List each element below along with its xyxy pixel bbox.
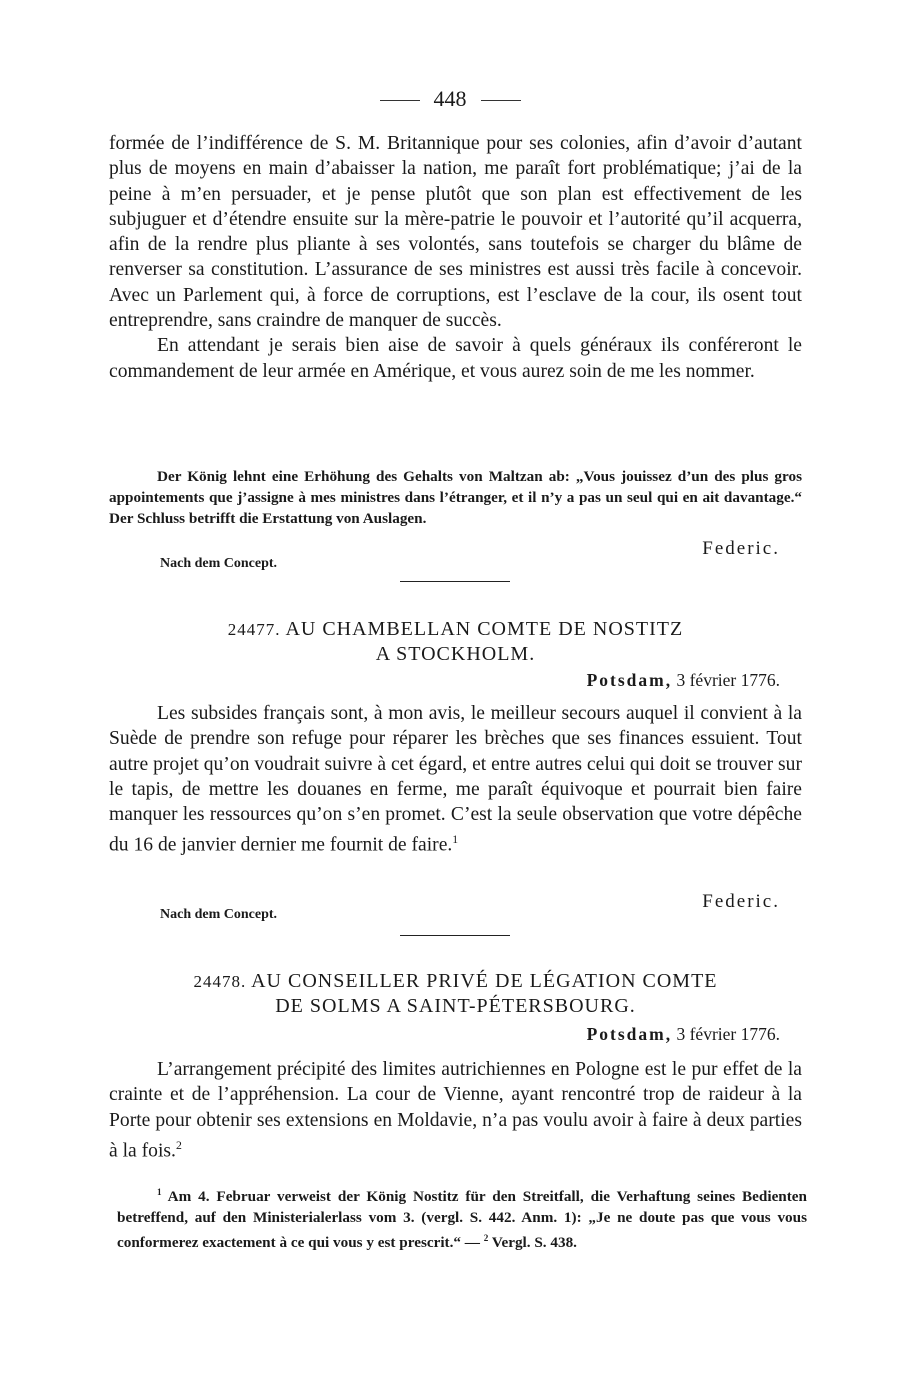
letter-number: 24478. bbox=[193, 972, 247, 991]
letter-heading-line1 bbox=[109, 969, 802, 994]
section-divider bbox=[400, 935, 510, 936]
footnotes bbox=[117, 1182, 807, 1254]
dateline bbox=[587, 1024, 780, 1045]
letter-addressee: AU CHAMBELLAN COMTE DE NOSTITZ bbox=[285, 618, 684, 640]
letter-number: 24477. bbox=[227, 620, 281, 639]
letter-heading-line1 bbox=[109, 617, 802, 642]
footnote-marker: 1 bbox=[452, 833, 459, 847]
paragraph bbox=[109, 701, 802, 858]
dateline bbox=[587, 670, 780, 691]
paragraph-text: Les subsides français sont, à mon avis, le meilleur secours auquel il convient à la Suède de prendre son refuge pour réparer les brèches que ses finances essuient. Tout autre projet qu’on voudrait suivre à cet égard, et entre autres celui qui doit se trouver sur le tapis, de mettre les douanes en ferme, me paraît équivoque et pourrait bien faire manquer les ressources qu’on s’en promet. C’est la seule observation que votre dépêche du 16 de janvier dernier me fournit de faire. bbox=[109, 703, 802, 857]
paragraph: En attendant je serais bien aise de savoir à quels généraux ils conféreront le commandement de leur armée en Amérique, et vous aurez soin de me les nommer. bbox=[109, 335, 802, 382]
footnote bbox=[117, 1182, 807, 1254]
letter-body bbox=[109, 1057, 802, 1164]
paragraph: formée de l’indifférence de S. M. Britannique pour ses colonies, afin d’avoir d’autant plus de moyens en main d’abaisser la nation, me paraît fort problématique; j’ai de la peine à m’en persuader, et je pense plutôt que son plan est effectivement de les subjuguer et d’étendre ensuite sur la mère-patrie le pouvoir et l’autorité qu’il acquerra, afin de la rendre plus pliante à ses volontés, sans toutefois se charger du blâme de renverser sa constitution. L’assurance de ses ministres est aussi très facile à concevoir. Avec un Parlement qui, à force de corruptions, est l’esclave de la cour, ils osent tout entreprendre, sans craindre de manquer de succès. bbox=[109, 133, 802, 332]
letter-addressee: AU CONSEILLER PRIVÉ DE LÉGATION COMTE bbox=[251, 970, 718, 992]
signature: Federic. bbox=[702, 538, 780, 559]
source-note: Nach dem Concept. bbox=[160, 556, 278, 571]
dateline-place: Potsdam, bbox=[586, 1024, 673, 1044]
footnote-text: Vergl. S. 438. bbox=[491, 1234, 577, 1252]
page-number: 448 bbox=[433, 86, 467, 111]
letter-heading-line2: A STOCKHOLM. bbox=[375, 643, 536, 665]
footnote-marker: 1 bbox=[157, 1187, 162, 1197]
signature: Federic. bbox=[702, 891, 780, 912]
editorial-note bbox=[109, 466, 802, 529]
editorial-note-text: Der König lehnt eine Erhöhung des Gehalts von Maltzan ab: „Vous jouissez d’un des plus gros appointements que j’assigne à mes ministres dans l’étranger, et il n’y a pas un seul qui en ait davantage.“ Der Schluss betrifft die Erstattung von Auslagen. bbox=[109, 468, 802, 527]
footnote-marker: 2 bbox=[483, 1233, 489, 1244]
letter-heading bbox=[109, 617, 802, 667]
dateline-date: 3 février 1776. bbox=[676, 1024, 780, 1044]
letter-heading bbox=[109, 969, 802, 1019]
section-divider bbox=[400, 581, 510, 582]
footnote-marker: 2 bbox=[175, 1138, 182, 1152]
footnote-text: Am 4. Februar verweist der König Nostitz für den Streitfall, die Verhaftung seines Bedienten betreffend, auf den Ministerialerlass vom 3. (vergl. S. 442. Anm. 1): „Je ne doute pas que vous vous conformerez exactement à ce qui vous y est prescrit.“ — bbox=[117, 1188, 807, 1252]
letter-body bbox=[109, 701, 802, 858]
letter-heading-line2: DE SOLMS A SAINT-PÉTERSBOURG. bbox=[275, 995, 636, 1017]
dateline-place: Potsdam, bbox=[586, 670, 673, 690]
page-number-line bbox=[0, 86, 900, 112]
dateline-date: 3 février 1776. bbox=[676, 670, 780, 690]
page-number-dash-left bbox=[380, 100, 420, 101]
paragraph-text: L’arrangement précipité des limites autrichiennes en Pologne est le pur effet de la crainte et de l’appréhension. La cour de Vienne, ayant rencontré trop de raideur à la Porte pour obtenir ses extensions en Moldavie, n’a pas voulu avoir à faire à deux parties à la fois. bbox=[109, 1059, 802, 1162]
source-note: Nach dem Concept. bbox=[160, 907, 278, 922]
paragraph bbox=[109, 1057, 802, 1164]
page-number-dash-right bbox=[481, 100, 521, 101]
letter-continuation-text bbox=[109, 131, 802, 384]
